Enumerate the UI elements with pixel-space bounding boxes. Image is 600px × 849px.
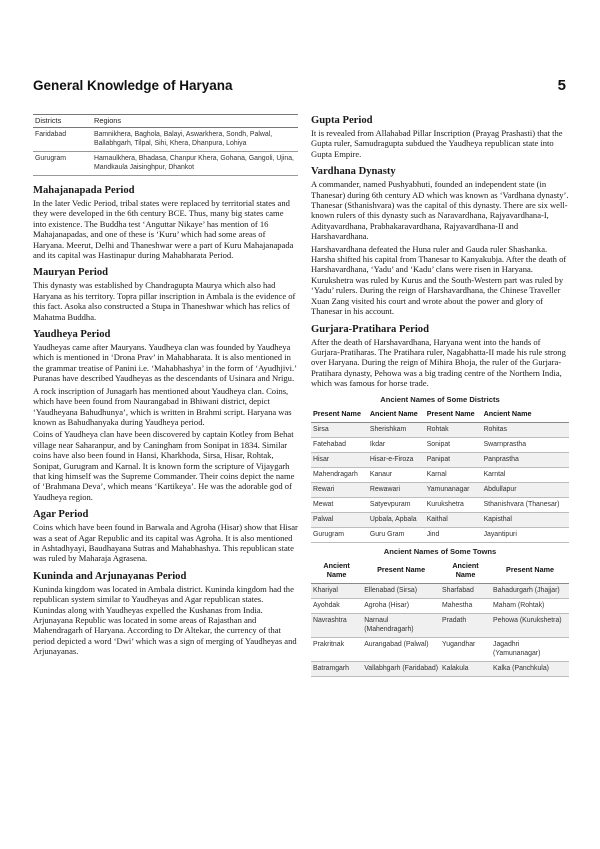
table-header: Ancient Name [368,406,425,423]
table-cell: Yamunanagar [425,482,482,497]
table-cell: Pradath [440,613,491,637]
section-vardhana [311,165,569,316]
table-cell: Hisar-e-Firoza [368,452,425,467]
table-cell: Rohtak [425,422,482,437]
section-mahajanapada [33,184,298,260]
table-header: Present Name [362,558,440,584]
table-cell: Kaithal [425,512,482,527]
table-cell: Hamaulkhera, Bhadasa, Chanpur Khera, Gohana, Gangoli, Ujina, Mandkaula Jaisinghpur, Dhankot [92,152,298,176]
table-header: Present Name [425,406,482,423]
right-column [311,114,569,677]
section-heading: Yaudheya Period [33,329,111,341]
table-cell: Mewat [311,497,368,512]
table-cell: Upbala, Apbala [368,512,425,527]
table-cell: Ellenabad (Sirsa) [362,583,440,598]
table-cell: Kanaur [368,467,425,482]
table-header: Present Name [491,558,569,584]
table-cell: Karnal [425,467,482,482]
paragraph: A rock inscription of Junagarh has mentioned about Yaudheya clan. Coins, which have been found from Naurangabad in Bhiwani district, depict ‘Yaudheyana Bahudhunya’, which is written in Brahmi script. Haryana was known as Bahudhanyaka during Yaudheya period. [33,385,292,427]
table-cell: Khariyal [311,583,362,598]
paragraph: It is revealed from Allahabad Pillar Inscription (Prayag Prashasti) that the Gupta ruler, Samudragupta subdued the Yaudheya republican state into Gupta Empire. [311,128,563,159]
section-heading: Mahajanapada Period [33,185,135,196]
table-cell: Sherishkam [368,422,425,437]
table-row [311,452,569,467]
table-row [311,661,569,676]
table-cell: Navrashtra [311,613,362,637]
table-row [311,613,569,637]
table-cell: Bahadurgarh (Jhajjar) [491,583,569,598]
section-heading: Agar Period [33,509,89,521]
paragraph: A commander, named Pushyabhuti, founded an independent state (in Thanesar) during 6th century AD which was known as ‘Vardhana dynasty’. Thanesar (Sthanishvara) was the capital of this dynasty. There are six well-known rulers of this dynasty such as Naravardhana, Rajyavardhana-I, Adityavardhana, Prabhakaravardhana, Rajyavardhana-II and Harshavardhana. [311,179,569,242]
section-mauryan [33,266,298,322]
table-cell: Panprastha [482,452,569,467]
section-gurjara-pratihara [311,323,569,389]
table-cell: Jagadhri (Yamunanagar) [491,637,569,661]
page-number: 5 [557,77,566,94]
ancient-towns-table [311,558,569,677]
district-regions-table [33,114,298,176]
section-yaudheya [33,328,298,502]
section-heading: Vardhana Dynasty [311,166,396,178]
table-header: Ancient Name [482,406,569,423]
table-cell: Kalakula [440,661,491,676]
table-cell: Sthanishvara (Thanesar) [482,497,569,512]
paragraph: This dynasty was established by Chandragupta Maurya which also had Haryana as his territory. Topra pillar inscription in Ambala is the evidence of this fact. Asoka also constructed a Stupa in Thaneshwar which has relics of Mahatma Buddha. [33,280,296,322]
left-column [33,114,298,663]
table-cell: Batramgarh [311,661,362,676]
table-cell: Prakritnak [311,637,362,661]
section-heading: Kuninda and Arjunayanas Period [33,570,187,582]
table-cell: Ayohdak [311,598,362,613]
table-row [311,482,569,497]
section-agar [33,508,298,564]
table-row [311,637,569,661]
paragraph: Coins of Yaudheya clan have been discovered by captain Kotley from Behat village near Saharanpur, and by Caningham from Sonipat in 1834. Similar coins have also been found in Hansi, Kharkhoda, Sirsa, Hisar, Rohtak, Sonipat, Gurugram and Karnal. It is known form the scripture of Vijaygarh that king himself was the Supreme Commander. Their coins depict the name of ‘Brahmana Deva’, which means ‘Kartikeya’. He was the adorable god of Yaudheya region. [33,429,295,502]
table-cell: Guru Gram [368,527,425,542]
paragraph: Kuninda kingdom was located in Ambala district. Kuninda kingdom had the republican system similar to Yaudheyas and Agar republican states. Kunindas along with Yaudheyas expelled the Kushanas from India. Arjunayana Republic was located in some areas of Rajasthan and Mahendragarh of Haryana. According to Dr Altekar, the currency of that period depicted a word ‘Dwi’ which was a sign of merging of Yaudheyas and Arjunayanas. [33,583,297,657]
districts-table-caption: Ancient Names of Some Districts [380,394,500,404]
ancient-districts-table [311,406,569,543]
section-heading: Gupta Period [311,115,373,126]
section-gupta [311,114,569,159]
table-header: Ancient Name [440,558,491,584]
table-cell: Sirsa [311,422,368,437]
table-cell: Hisar [311,452,368,467]
paragraph: Harshavardhana defeated the Huna ruler and Gauda ruler Shashanka. Harsha shifted his capital from Thanesar to Kanyakubja. After the death of Harshavardhana, ‘Yadu’ and ‘Kadu’ clans were risen in Haryana. Kurukshetra was ruled by Kurus and the South-Western part was ruled by ‘Yadu’ rulers. During the reign of Harshavardhana, the Chinese Traveller Xuan Zang visited his court and wrote about the power and glory of Thanesar in his account. [311,243,567,317]
table-cell: Rewari [311,482,368,497]
table-header: Regions [92,115,298,128]
table-cell: Gurugram [33,152,92,176]
table-cell: Rohitas [482,422,569,437]
table-row [311,422,569,437]
paragraph: In the later Vedic Period, tribal states were replaced by territorial states and they were developed in the 6th century BCE. Thus, many big states came into existence. The Buddha test ‘Anguttar Nikaye’ has mention of 16 Mahajanapadas, and one of these is ‘Kuru’ which had some areas of Haryana. Meerut, Delhi and Thaneshwar were a part of Kuru Mahajanapada and its capital was Hastinapur during Mahabharata Period. [33,198,294,261]
table-cell: Fatehabad [311,437,368,452]
section-heading: Gurjara-Pratihara Period [311,323,429,335]
paragraph: After the death of Harshavardhana, Haryana went into the hands of Gurjara-Pratiharas. The Pratihara ruler, Nagabhatta-II made his rule strong over Haryana. During the reign of Mihira Bhoja, the ruler of the Gurjara-Pratihara dynasty, Pehowa was a big trading centre of the Northern India, which was famous for horse trade. [311,336,566,389]
table-cell: Agroha (Hisar) [362,598,440,613]
table-cell: Ikdar [368,437,425,452]
table-cell: Faridabad [33,128,92,152]
table-cell: Maham (Rohtak) [491,598,569,613]
towns-table-caption: Ancient Names of Some Towns [383,546,497,556]
table-cell: Kapisthal [482,512,569,527]
table-row [311,583,569,598]
table-cell: Yugandhar [440,637,491,661]
table-cell: Jind [425,527,482,542]
table-row [311,598,569,613]
page-title: General Knowledge of Haryana [33,78,233,93]
table-header: Districts [33,115,92,128]
table-cell: Kalka (Panchkula) [491,661,569,676]
table-cell: Jayantipuri [482,527,569,542]
table-row [33,152,298,176]
table-cell: Sharfabad [440,583,491,598]
table-cell: Narnaul (Mahendragarh) [362,613,440,637]
table-cell: Pehowa (Kurukshetra) [491,613,569,637]
table-cell: Karntal [482,467,569,482]
table-cell: Mahestha [440,598,491,613]
table-header: Ancient Name [311,558,362,584]
table-cell: Sonipat [425,437,482,452]
table-cell: Vallabhgarh (Faridabad) [362,661,440,676]
section-heading: Mauryan Period [33,267,109,279]
table-cell: Swarnprastha [482,437,569,452]
table-row [311,467,569,482]
table-row [311,437,569,452]
table-cell: Bamnikhera, Baghola, Balayi, Aswarkhera, Sondh, Palwal, Ballabhgarh, Tilpal, Sihi, Khera, Dhanpura, Lohiya [92,128,298,152]
paragraph: Coins which have been found in Barwala and Agroha (Hisar) show that Hisar was a seat of Agar Republic and its capital was Agroha. It is also mentioned in Ashtadhyayi, Baudhayana Sutras and Mahabhashya. This republican state was ruled by Maharaja Agrasena. [33,522,298,564]
paragraph: Yaudheyas came after Mauryans. Yaudheya clan was founded by Yaudheya which is mentioned in ‘Drona Prav’ in Mahabharata. It is also mentioned in the grammar treatise of Panini i.e. ‘Mahabhashya’ in the form of ‘Ayudhjivi.’ Puranas have described Yaudheyas as the descendants of Usinara and Nrigu. [33,342,297,384]
table-header: Present Name [311,406,368,423]
table-cell: Palwal [311,512,368,527]
table-cell: Abdullapur [482,482,569,497]
section-kuninda [33,570,298,657]
table-cell: Mahendragarh [311,467,368,482]
table-cell: Kurukshetra [425,497,482,512]
table-cell: Rewawari [368,482,425,497]
table-row [311,512,569,527]
table-cell: Gurugram [311,527,368,542]
table-cell: Aurangabad (Palwal) [362,637,440,661]
table-row [33,128,298,152]
table-row [311,527,569,542]
table-row [311,497,569,512]
table-cell: Panipat [425,452,482,467]
table-cell: Satyevpuram [368,497,425,512]
